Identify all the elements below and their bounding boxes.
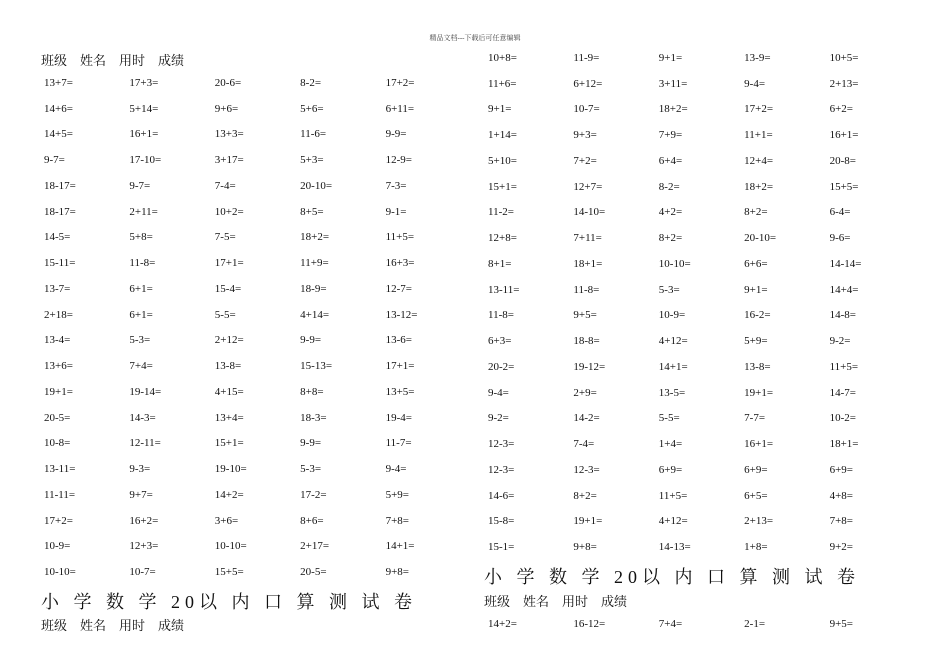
class-label: 班级 [484, 594, 511, 609]
arithmetic-problem: 14-6= [488, 489, 515, 502]
arithmetic-problem: 14-7= [829, 386, 856, 399]
arithmetic-problem: 8+2= [658, 232, 683, 245]
arithmetic-problem: 18+1= [573, 257, 603, 270]
arithmetic-problem: 18-17= [44, 205, 76, 218]
exercise-row [44, 559, 471, 585]
exercise-row [44, 147, 471, 173]
arithmetic-problem: 7-5= [214, 231, 236, 244]
arithmetic-problem: 10-2= [829, 412, 856, 425]
arithmetic-problem: 7+4= [129, 360, 153, 373]
arithmetic-problem: 6-4= [829, 206, 851, 219]
arithmetic-problem: 17+3= [129, 76, 159, 89]
arithmetic-problem: 14+1= [385, 540, 415, 553]
exercise-row [488, 45, 915, 71]
arithmetic-problem: 11+5= [658, 489, 688, 502]
arithmetic-problem: 15-4= [214, 282, 242, 295]
exercise-row [44, 199, 471, 225]
arithmetic-problem: 20-5= [44, 411, 71, 424]
name-label: 姓名 [80, 53, 107, 68]
arithmetic-problem: 13-12= [385, 308, 418, 321]
arithmetic-problem: 18+2= [744, 180, 774, 193]
arithmetic-problem: 15+1= [214, 437, 244, 450]
right-next-exercise-row [488, 611, 915, 637]
arithmetic-problem: 8+1= [488, 257, 512, 270]
arithmetic-problem: 19+1= [573, 515, 603, 528]
arithmetic-problem: 1+4= [658, 438, 683, 451]
arithmetic-problem: 10+5= [829, 51, 859, 64]
arithmetic-problem: 14+1= [658, 360, 688, 373]
arithmetic-problem: 14-10= [573, 206, 606, 219]
arithmetic-problem: 19+1= [44, 385, 73, 398]
arithmetic-problem: 10-10= [214, 540, 247, 553]
arithmetic-problem: 13-8= [214, 360, 242, 373]
right-exercise-grid [488, 45, 915, 560]
arithmetic-problem: 2+12= [214, 334, 244, 347]
arithmetic-problem: 20-8= [829, 154, 856, 167]
arithmetic-problem: 4+12= [658, 335, 688, 348]
exercise-row [44, 456, 471, 482]
exercise-row [488, 406, 915, 432]
exercise-row [44, 431, 471, 457]
arithmetic-problem: 11-8= [488, 309, 514, 322]
arithmetic-problem: 7+4= [658, 617, 683, 630]
arithmetic-problem: 20-10= [744, 232, 777, 245]
arithmetic-problem: 10-7= [573, 103, 600, 116]
arithmetic-problem: 5+14= [129, 102, 159, 115]
arithmetic-problem: 2+13= [744, 515, 774, 528]
arithmetic-problem: 8+8= [300, 385, 324, 398]
arithmetic-problem: 9-9= [300, 334, 322, 347]
arithmetic-problem: 4+8= [829, 489, 853, 502]
arithmetic-problem: 10+2= [214, 205, 244, 218]
score-label: 成绩 [158, 53, 185, 68]
arithmetic-problem: 6+4= [658, 154, 683, 167]
score-label: 成绩 [158, 618, 185, 633]
arithmetic-problem: 9-2= [488, 412, 509, 425]
arithmetic-problem: 8+6= [300, 514, 324, 527]
arithmetic-problem: 8+2= [573, 489, 597, 502]
arithmetic-problem: 17+1= [214, 257, 244, 270]
arithmetic-problem: 9+3= [573, 129, 597, 142]
arithmetic-problem: 14+2= [214, 488, 244, 501]
arithmetic-problem: 4+15= [214, 385, 244, 398]
arithmetic-problem: 1+8= [744, 541, 768, 554]
arithmetic-problem: 9+5= [829, 617, 853, 630]
arithmetic-problem: 17-2= [300, 488, 327, 501]
exercise-row [44, 302, 471, 328]
arithmetic-problem: 1+14= [488, 129, 517, 142]
arithmetic-problem: 7-3= [385, 179, 407, 192]
exercise-row [488, 97, 915, 123]
arithmetic-problem: 14-14= [829, 257, 862, 270]
arithmetic-problem: 9+2= [829, 541, 853, 554]
exercise-row [488, 509, 915, 535]
arithmetic-problem: 13-11= [488, 283, 520, 296]
arithmetic-problem: 15-13= [300, 360, 333, 373]
exercise-row [44, 482, 471, 508]
arithmetic-problem: 9+1= [744, 283, 768, 296]
arithmetic-problem: 11+5= [385, 231, 415, 244]
arithmetic-problem: 15-1= [488, 541, 515, 554]
exercise-row [488, 431, 915, 457]
exercise-row [488, 328, 915, 354]
arithmetic-problem: 15-11= [44, 257, 76, 270]
arithmetic-problem: 18-17= [44, 179, 76, 192]
exercise-row [44, 122, 471, 148]
arithmetic-problem: 3+11= [658, 77, 688, 90]
arithmetic-problem: 8+2= [744, 206, 768, 219]
exercise-row [488, 71, 915, 97]
arithmetic-problem: 2-1= [744, 617, 766, 630]
student-info-header-left-bottom [41, 615, 197, 634]
arithmetic-problem: 6+12= [573, 77, 603, 90]
arithmetic-problem: 11-9= [573, 51, 600, 64]
arithmetic-problem: 16+1= [129, 128, 159, 141]
arithmetic-problem: 9-4= [385, 463, 407, 476]
exercise-row [44, 534, 471, 560]
arithmetic-problem: 16-2= [744, 309, 771, 322]
arithmetic-problem: 10-8= [44, 437, 71, 450]
arithmetic-problem: 20-5= [300, 566, 327, 579]
arithmetic-problem: 16+1= [829, 129, 859, 142]
arithmetic-problem: 12-11= [129, 437, 161, 450]
arithmetic-problem: 2+17= [300, 540, 330, 553]
exercise-row [44, 173, 471, 199]
arithmetic-problem: 19+1= [744, 386, 774, 399]
arithmetic-problem: 18+2= [300, 231, 330, 244]
arithmetic-problem: 19-12= [573, 360, 606, 373]
arithmetic-problem: 5-3= [300, 463, 322, 476]
arithmetic-problem: 3+6= [214, 514, 239, 527]
arithmetic-problem: 13+3= [214, 128, 244, 141]
arithmetic-problem: 10-9= [658, 309, 686, 322]
arithmetic-problem: 19-4= [385, 411, 412, 424]
score-label: 成绩 [601, 594, 628, 609]
arithmetic-problem: 12-3= [488, 463, 515, 476]
arithmetic-problem: 13-9= [744, 51, 771, 64]
exercise-row [488, 457, 915, 483]
arithmetic-problem: 6+9= [829, 463, 853, 476]
arithmetic-problem: 12-3= [573, 463, 600, 476]
arithmetic-problem: 5+9= [385, 488, 409, 501]
arithmetic-problem: 9-3= [129, 463, 151, 476]
arithmetic-problem: 4+2= [658, 206, 683, 219]
exercise-row [488, 611, 915, 637]
arithmetic-problem: 12-7= [385, 282, 412, 295]
arithmetic-problem: 19-14= [129, 385, 162, 398]
arithmetic-problem: 5+10= [488, 154, 517, 167]
arithmetic-problem: 18+2= [658, 103, 688, 116]
arithmetic-problem: 11+1= [744, 129, 773, 142]
arithmetic-problem: 12-3= [488, 438, 515, 451]
arithmetic-problem: 10-9= [44, 540, 71, 553]
arithmetic-problem: 13+4= [214, 411, 244, 424]
exercise-row [44, 405, 471, 431]
arithmetic-problem: 9+7= [129, 488, 153, 501]
arithmetic-problem: 7+9= [658, 129, 683, 142]
arithmetic-problem: 11+9= [300, 257, 329, 270]
arithmetic-problem: 9+1= [658, 51, 683, 64]
arithmetic-problem: 10-7= [129, 566, 156, 579]
arithmetic-problem: 6+11= [385, 102, 415, 115]
exercise-row [488, 251, 915, 277]
arithmetic-problem: 14-3= [129, 411, 156, 424]
arithmetic-problem: 5-3= [658, 283, 680, 296]
arithmetic-problem: 14+4= [829, 283, 859, 296]
arithmetic-problem: 15+5= [214, 566, 244, 579]
class-label: 班级 [41, 618, 68, 633]
arithmetic-problem: 6+9= [744, 463, 768, 476]
arithmetic-problem: 17+2= [385, 76, 415, 89]
arithmetic-problem: 16-12= [573, 617, 606, 630]
exercise-row [44, 379, 471, 405]
arithmetic-problem: 6+5= [744, 489, 768, 502]
arithmetic-problem: 7-7= [744, 412, 766, 425]
arithmetic-problem: 9+8= [573, 541, 597, 554]
arithmetic-problem: 6+3= [488, 335, 512, 348]
name-label: 姓名 [523, 594, 550, 609]
arithmetic-problem: 20-2= [488, 360, 515, 373]
arithmetic-problem: 9+5= [573, 309, 597, 322]
arithmetic-problem: 12+4= [744, 154, 774, 167]
arithmetic-problem: 17-10= [129, 154, 162, 167]
exercise-row [488, 277, 915, 303]
time-label: 用时 [119, 53, 146, 68]
arithmetic-problem: 17+1= [385, 360, 415, 373]
arithmetic-problem: 13-6= [385, 334, 412, 347]
arithmetic-problem: 16+3= [385, 257, 415, 270]
arithmetic-problem: 14+2= [488, 617, 517, 630]
arithmetic-problem: 11-11= [44, 488, 76, 501]
exercise-row [488, 534, 915, 560]
arithmetic-problem: 7-4= [573, 438, 595, 451]
name-label: 姓名 [80, 618, 107, 633]
arithmetic-problem: 20-6= [214, 76, 242, 89]
arithmetic-problem: 7+8= [829, 515, 853, 528]
arithmetic-problem: 20-10= [300, 179, 333, 192]
exercise-row [488, 122, 915, 148]
arithmetic-problem: 13+7= [44, 76, 73, 89]
exercise-row [44, 96, 471, 122]
arithmetic-problem: 13+5= [385, 385, 415, 398]
arithmetic-problem: 15+5= [829, 180, 859, 193]
exercise-row [488, 483, 915, 509]
arithmetic-problem: 9+8= [385, 566, 409, 579]
arithmetic-problem: 9-9= [300, 437, 322, 450]
student-info-header-right [484, 591, 640, 610]
arithmetic-problem: 6+6= [744, 257, 768, 270]
arithmetic-problem: 11-6= [300, 128, 327, 141]
arithmetic-problem: 5-3= [129, 334, 151, 347]
exercise-row [488, 200, 915, 226]
arithmetic-problem: 13-5= [658, 386, 686, 399]
arithmetic-problem: 9-9= [385, 128, 407, 141]
arithmetic-problem: 4+12= [658, 515, 688, 528]
test-title-right: 小 学 数 学 20以 内 口 算 测 试 卷 [484, 567, 860, 587]
arithmetic-problem: 3+17= [214, 154, 244, 167]
arithmetic-problem: 12+7= [573, 180, 603, 193]
arithmetic-problem: 12+3= [129, 540, 159, 553]
arithmetic-problem: 8-2= [658, 180, 680, 193]
arithmetic-problem: 13+6= [44, 360, 73, 373]
arithmetic-problem: 6+1= [129, 282, 153, 295]
arithmetic-problem: 9-1= [385, 205, 407, 218]
arithmetic-problem: 5+9= [744, 335, 768, 348]
arithmetic-problem: 13-11= [44, 463, 76, 476]
exercise-row [488, 303, 915, 329]
time-label: 用时 [119, 618, 146, 633]
arithmetic-problem: 11-2= [488, 206, 514, 219]
arithmetic-problem: 16+2= [129, 514, 159, 527]
arithmetic-problem: 12-9= [385, 154, 412, 167]
arithmetic-problem: 10+8= [488, 51, 517, 64]
arithmetic-problem: 9-7= [44, 154, 65, 167]
arithmetic-problem: 18-3= [300, 411, 327, 424]
arithmetic-problem: 2+13= [829, 77, 859, 90]
arithmetic-problem: 17+2= [744, 103, 774, 116]
arithmetic-problem: 14+5= [44, 128, 73, 141]
arithmetic-problem: 15-8= [488, 515, 515, 528]
arithmetic-problem: 11+5= [829, 360, 859, 373]
arithmetic-problem: 18+1= [829, 438, 859, 451]
exercise-row [488, 148, 915, 174]
arithmetic-problem: 4+14= [300, 308, 330, 321]
arithmetic-problem: 18-9= [300, 282, 327, 295]
arithmetic-problem: 13-4= [44, 334, 71, 347]
arithmetic-problem: 13-7= [44, 282, 71, 295]
exercise-row [44, 328, 471, 354]
arithmetic-problem: 15+1= [488, 180, 517, 193]
exercise-row [44, 276, 471, 302]
exercise-row [44, 225, 471, 251]
watermark-text: 精品文档---下载后可任意编辑 [429, 34, 521, 42]
arithmetic-problem: 11-8= [129, 257, 156, 270]
exercise-row [44, 70, 471, 96]
arithmetic-problem: 8+5= [300, 205, 324, 218]
arithmetic-problem: 5+3= [300, 154, 324, 167]
time-label: 用时 [562, 594, 589, 609]
arithmetic-problem: 9-4= [744, 77, 766, 90]
arithmetic-problem: 14+6= [44, 102, 73, 115]
arithmetic-problem: 14-8= [829, 309, 856, 322]
arithmetic-problem: 5+6= [300, 102, 324, 115]
arithmetic-problem: 9-4= [488, 386, 509, 399]
arithmetic-problem: 11-7= [385, 437, 412, 450]
exercise-row [488, 354, 915, 380]
exercise-row [44, 353, 471, 379]
arithmetic-problem: 5-5= [658, 412, 680, 425]
arithmetic-problem: 14-2= [573, 412, 600, 425]
arithmetic-problem: 5-5= [214, 308, 236, 321]
arithmetic-problem: 6+1= [129, 308, 153, 321]
arithmetic-problem: 9+6= [214, 102, 239, 115]
arithmetic-problem: 7+11= [573, 232, 602, 245]
arithmetic-problem: 8-2= [300, 76, 322, 89]
arithmetic-problem: 5+8= [129, 231, 153, 244]
exercise-row [44, 250, 471, 276]
arithmetic-problem: 9-2= [829, 335, 851, 348]
arithmetic-problem: 9-7= [129, 179, 151, 192]
exercise-row [488, 225, 915, 251]
left-exercise-grid [44, 70, 471, 585]
arithmetic-problem: 10-10= [658, 257, 691, 270]
arithmetic-problem: 7+2= [573, 154, 597, 167]
arithmetic-problem: 13-8= [744, 360, 771, 373]
arithmetic-problem: 7-4= [214, 179, 236, 192]
arithmetic-problem: 2+18= [44, 308, 73, 321]
student-info-header-left-top [41, 50, 197, 69]
arithmetic-problem: 9+1= [488, 103, 512, 116]
class-label: 班级 [41, 53, 68, 68]
arithmetic-problem: 14-5= [44, 231, 71, 244]
arithmetic-problem: 2+9= [573, 386, 597, 399]
arithmetic-problem: 19-10= [214, 463, 247, 476]
exercise-row [488, 174, 915, 200]
arithmetic-problem: 14-13= [658, 541, 691, 554]
arithmetic-problem: 9-6= [829, 232, 851, 245]
arithmetic-problem: 12+8= [488, 232, 517, 245]
arithmetic-problem: 10-10= [44, 566, 76, 579]
arithmetic-problem: 2+11= [129, 205, 158, 218]
arithmetic-problem: 6+9= [658, 463, 683, 476]
exercise-row [488, 380, 915, 406]
exercise-row [44, 508, 471, 534]
arithmetic-problem: 17+2= [44, 514, 73, 527]
arithmetic-problem: 11-8= [573, 283, 600, 296]
arithmetic-problem: 6+2= [829, 103, 853, 116]
test-title-left: 小 学 数 学 20以 内 口 算 测 试 卷 [41, 592, 417, 612]
arithmetic-problem: 11+6= [488, 77, 517, 90]
arithmetic-problem: 7+8= [385, 514, 409, 527]
arithmetic-problem: 16+1= [744, 438, 774, 451]
arithmetic-problem: 18-8= [573, 335, 600, 348]
